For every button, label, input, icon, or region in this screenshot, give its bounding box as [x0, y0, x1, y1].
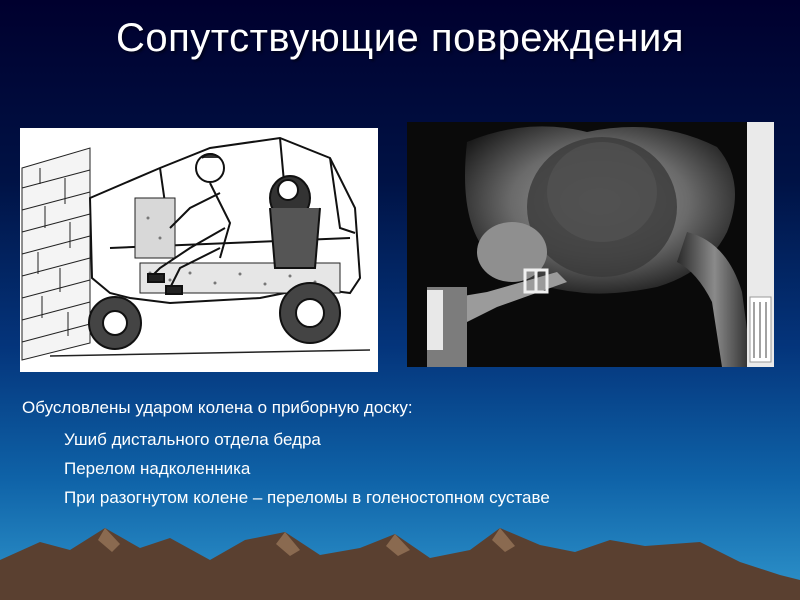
car-drawing-svg	[20, 128, 378, 372]
pelvis-xray-image	[407, 122, 774, 367]
slide-title: Сопутствующие повреждения	[115, 16, 685, 60]
list-item: При разогнутом колене – переломы в голеностопном суставе	[64, 488, 550, 507]
lead-text: Обусловлены ударом колена о приборную доску:	[22, 398, 413, 417]
mountain-silhouette	[0, 520, 800, 600]
car-crash-illustration	[20, 128, 378, 372]
list-item: Перелом надколенника	[64, 459, 251, 478]
brick-wall	[22, 148, 90, 360]
xray-svg	[407, 122, 774, 367]
list-item: Ушиб дистального отдела бедра	[64, 430, 321, 449]
